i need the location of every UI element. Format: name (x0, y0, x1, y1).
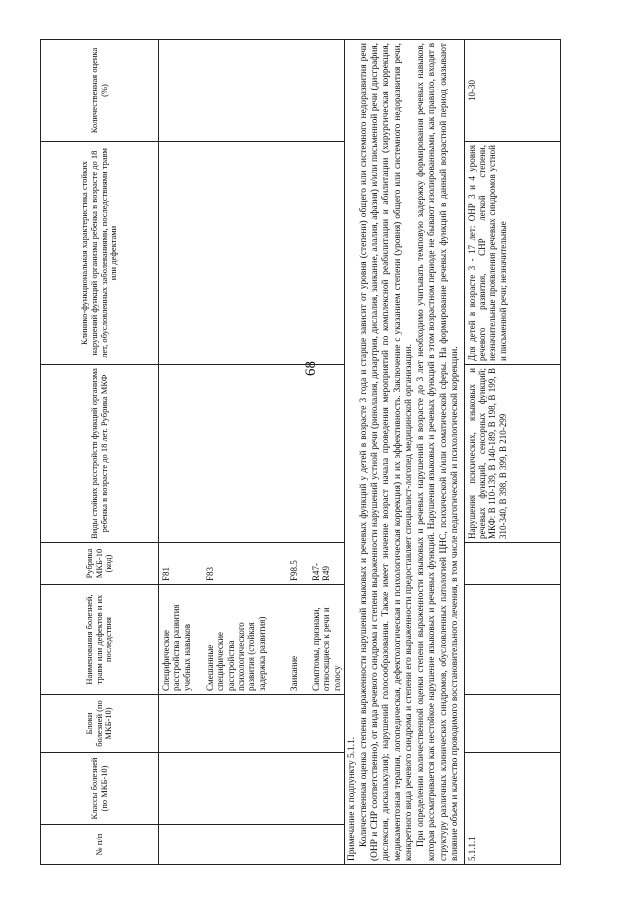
disease-row (159, 40, 345, 865)
header-icd-code: Рубрика МКБ-10 (код) (41, 543, 159, 585)
header-disease-class: Классы болезней (по МКБ-10) (41, 753, 159, 825)
note-cell (345, 40, 465, 865)
disability-criteria-table (40, 39, 561, 865)
quantitative-score-cell: 10-30 (464, 40, 560, 142)
disease-name: Симптомы, признаки, относящиеся к речи и голосу (311, 607, 342, 691)
clinical-characteristic-cell: Для детей в возрасте 3 - 17 лет: ОНР 3 и 4 уровня речевого развития, СНР легкой степени, незначительные проявления речевых синдромов устной и письменной речи; незначительные (464, 142, 560, 365)
rotated-page (40, 40, 600, 865)
disease-name: Смешанные специфические расстройства психологического развития (стойкая задержка развития) (205, 616, 267, 691)
note-paragraph: При определении количественной оценки степени выраженности языковых и речевых нарушений в возрасте до 3 лет необходимо учитывать темповую задержку формирования речевых навыков, которая рассматривается как нестойкое нарушение языковых и речевых функций. Нарушения языковых и речевых функций в этом возрастном периоде не бывают изолированными, как правило, входят в структуру различных клинических синдромов, обусловленных патологией ЦНС, психической и/или соматической сферы. На формирование речевых функций в данный возрастной период оказывают влияние объем и качество проводимого восстановительного лечения, в том числе педагогической и психологической коррекции. (415, 43, 461, 861)
note-row (345, 40, 465, 865)
row-number: 5.1.1.1 (464, 753, 560, 865)
table-header-row (41, 40, 159, 865)
header-disease-names: Наименования болезней, травм или дефектов и их последствия (41, 585, 159, 695)
icd-code: F81 (161, 566, 171, 581)
disease-name: Специфические расстройства развития учебных навыков (161, 604, 192, 691)
page-number: 68 (303, 361, 319, 376)
icd-code: F98.5 (289, 560, 299, 581)
icd-code: F83 (205, 566, 215, 581)
icd-code: R47- R49 (311, 563, 332, 581)
header-clinical-characteristic: Клинико-функциональная характеристика стойких нарушений функций организма ребенка в возрасте до 18 лет, обусловленных заболеваниями, последствиями травм или дефектами (41, 142, 159, 365)
disease-names-cell (159, 585, 345, 695)
note-title: Примечание к подпункту 5.1.1. (347, 736, 358, 861)
header-disorder-types: Виды стойких расстройств функций организма ребенка в возрасте до 18 лет. Рубрика МКФ (41, 365, 159, 543)
header-quantitative-score: Количественная оценка (%) (41, 40, 159, 142)
disorder-types-cell: Нарушения психических, языковых и речевых функций, сенсорных функций; МКФ: В 110-139, В 140-189, В 198, В 199, В 310-340, В 398, В 399, В 210-299 (464, 365, 560, 543)
icd-codes-cell (159, 543, 345, 585)
header-disease-block: Блоки болезней (по МКБ-10) (41, 695, 159, 753)
disease-name: Заикание (289, 655, 299, 691)
table-row (464, 40, 560, 865)
note-paragraph: Количественная оценка степени выраженности нарушений языковых и речевых функций у детей в возрасте 3 года и старше зависит от уровня (степени) общего или системного недоразвития речи (ОНР и СНР соответственно), от вида речевого синдрома и степени выраженности нарушений устной речи (ринолалия, дизартрия, дислалия, заикание, алалия, афазия) и/или письменной речи (дисграфия, дислексия, дискалькулия); нарушений голосообразования. Также имеет значение возраст начала проведения мероприятий по комплексной реабилитации и абилитации (хирургическая коррекция, медикаментозная терапия, логопедическая, дефектологическая и психологическая коррекция) и их эффективность. Заключение с указанием степени (уровня) общего или системного недоразвития речи, конкретного вида речевого синдрома и степени его выраженности предоставляет специалист-логопед медицинской организации. (358, 43, 415, 861)
header-number: № п/п (41, 825, 159, 865)
